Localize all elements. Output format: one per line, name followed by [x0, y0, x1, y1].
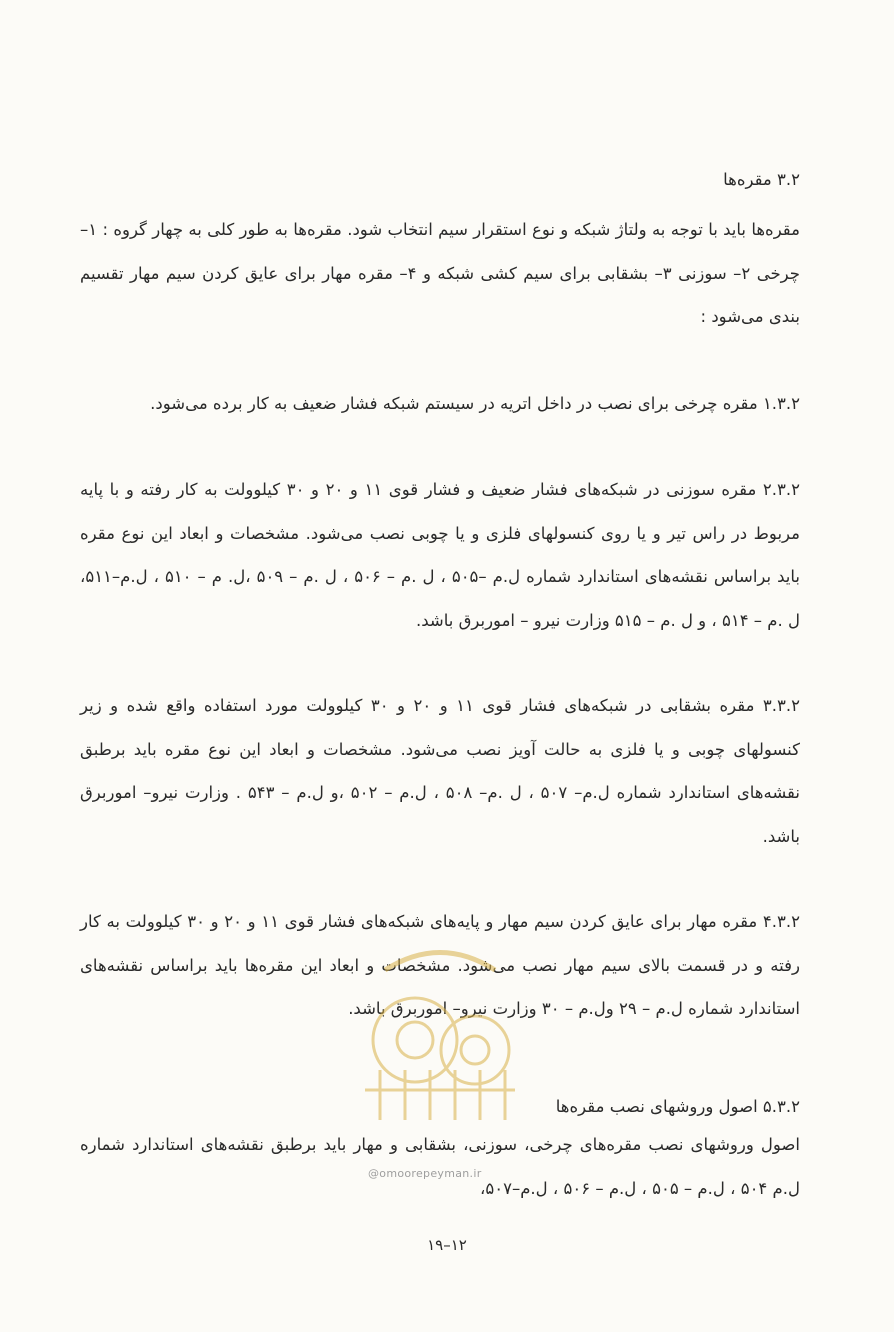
- paragraph-2-3-2: ۲.۳.۲ مقره سوزنی در شبکه‌های فشار ضعیف و فشار قوی ۱۱ و ۲۰ و ۳۰ کیلوولت به کار رفته و با پایه مربوط در راس تیر و یا روی کنسولهای فلزی و یا چوبی نصب می‌شود. مشخصات و ابعاد این نوع مقره باید براساس نقشه‌های استاندارد شماره ل.م –۵۰۵ ، ل .م – ۵۰۶ ، ل .م – ۵۰۹ ،ل. م – ۵۱۰ ، ل.م–۵۱۱، ل .م – ۵۱۴ ، و ل .م – ۵۱۵ وزارت نیرو – اموربرق باشد.: [80, 480, 800, 630]
- page-number: ۱۹–۱۲: [427, 1236, 467, 1254]
- watermark-logo-icon: [345, 930, 535, 1130]
- paragraph-installation: اصول وروشهای نصب مقره‌های چرخی، سوزنی، بشقابی و مهار باید برطبق نقشه‌های استاندارد شماره ل.م ۵۰۴ ، ل.م – ۵۰۵ ، ل.م – ۵۰۶ ، ل.م–۵۰۷،: [80, 1135, 800, 1198]
- section-heading: ۳.۲ مقره‌ها: [723, 170, 800, 189]
- watermark-url: @omoorepeyman.ir: [368, 1167, 482, 1180]
- paragraph-4-3-2: ۴.۳.۲ مقره مهار برای عایق کردن سیم مهار و پایه‌های شبکه‌های فشار قوی ۱۱ و ۲۰ و ۳۰ کیلوولت به کار رفته و در قسمت بالای سیم مهار نصب می‌شود. مشخصات و ابعاد این مقره‌ها باید براساس نقشه‌های استاندارد شماره ل.م – ۲۹ ول.م – ۳۰ وزارت نیرو– اموربرق باشد.: [80, 912, 800, 1018]
- paragraph-1-3-2: ۱.۳.۲ مقره چرخی برای نصب در داخل اتریه در سیستم شبکه فشار ضعیف به کار برده می‌شود.: [150, 394, 800, 413]
- paragraph-5-3-2-heading: ۵.۳.۲ اصول وروشهای نصب مقره‌ها: [555, 1097, 800, 1116]
- paragraph-3-3-2: ۳.۳.۲ مقره بشقابی در شبکه‌های فشار قوی ۱۱ و ۲۰ و ۳۰ کیلوولت مورد استفاده واقع شده و زیر کنسولهای چوبی و یا فلزی به حالت آویز نصب می‌شود. مشخصات و ابعاد این نوع مقره باید برطبق نقشه‌های استاندارد شماره ل.م– ۵۰۷ ، ل .م– ۵۰۸ ، ل.م – ۵۰۲ ،و ل.م – ۵۴۳ . وزارت نیرو– اموربرق باشد.: [80, 696, 800, 846]
- paragraph-intro: مقره‌ها باید با توجه به ولتاژ شبکه و نوع استقرار سیم انتخاب شود. مقره‌ها به طور کلی به چهار گروه : ۱– چرخی ۲– سوزنی ۳– بشقابی برای سیم کشی شبکه و ۴– مقره مهار برای عایق کردن سیم مهار تقسیم بندی می‌شود :: [80, 220, 800, 326]
